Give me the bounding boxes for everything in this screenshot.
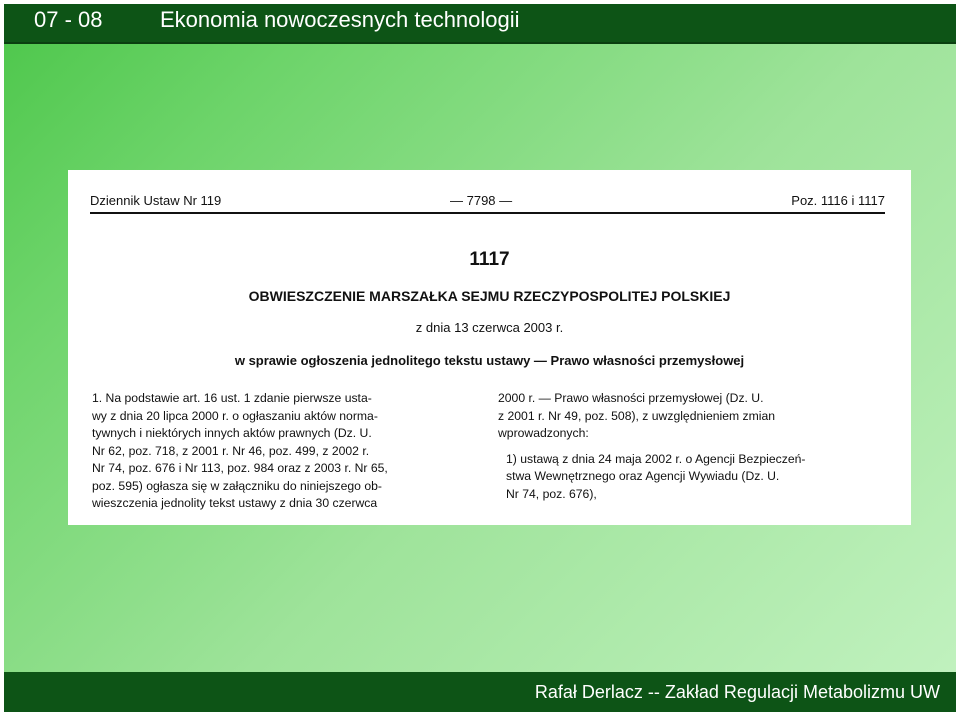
text-line: 1. Na podstawie art. 16 ust. 1 zdanie pierwsze usta- xyxy=(92,391,372,405)
slide-title: Ekonomia nowoczesnych technologii xyxy=(160,7,520,32)
document-scan xyxy=(68,170,911,525)
text-line: wieszczenia jednolity tekst ustawy z dnia 30 czerwca xyxy=(92,496,378,510)
document-header xyxy=(90,190,885,214)
text-line: wy z dnia 20 lipca 2000 r. o ogłaszaniu aktów norma- xyxy=(92,408,378,423)
author-credit: Rafał Derlacz -- Zakład Regulacji Metabolizmu UW xyxy=(534,682,940,702)
text-line: wprowadzonych: xyxy=(498,426,589,440)
right-column xyxy=(498,390,893,503)
text-line: poz. 595) ogłasza się w załączniku do niniejszego ob- xyxy=(92,478,382,493)
text-line: stwa Wewnętrznego oraz Agencji Wywiadu (Dz. U. xyxy=(506,469,780,483)
document-number: 1117 xyxy=(469,249,510,270)
left-column xyxy=(92,390,482,513)
text-line: 1) ustawą z dnia 24 maja 2002 r. o Agencji Bezpieczeń- xyxy=(506,451,806,466)
text-line: Nr 62, poz. 718, z 2001 r. Nr 46, poz. 499, z 2002 r. xyxy=(92,443,370,458)
slide-footer xyxy=(4,672,956,712)
document-title: OBWIESZCZENIE MARSZAŁKA SEJMU RZECZYPOSPOLITEJ POLSKIEJ xyxy=(248,288,731,304)
slide xyxy=(4,4,956,712)
slide-header xyxy=(4,4,956,44)
document-subject: w sprawie ogłoszenia jednolitego tekstu ustawy — Prawo własności przemysłowej xyxy=(234,353,745,368)
amendment-item xyxy=(498,451,893,504)
page-number: — 7798 — xyxy=(450,193,513,208)
text-line: Nr 74, poz. 676), xyxy=(506,486,597,501)
slide-number: 07 - 08 xyxy=(34,7,103,32)
position-number: Poz. 1116 i 1117 xyxy=(791,193,885,208)
journal-name: Dziennik Ustaw Nr 119 xyxy=(90,193,222,208)
document-date: z dnia 13 czerwca 2003 r. xyxy=(415,320,564,335)
text-line: Nr 74, poz. 676 i Nr 113, poz. 984 oraz z 2003 r. Nr 65, xyxy=(92,461,388,475)
text-line: 2000 r. — Prawo własności przemysłowej (Dz. U. xyxy=(498,391,764,405)
text-line: z 2001 r. Nr 49, poz. 508), z uwzględnieniem zmian xyxy=(498,408,776,423)
text-line: tywnych i niektórych innych aktów prawnych (Dz. U. xyxy=(92,426,372,440)
